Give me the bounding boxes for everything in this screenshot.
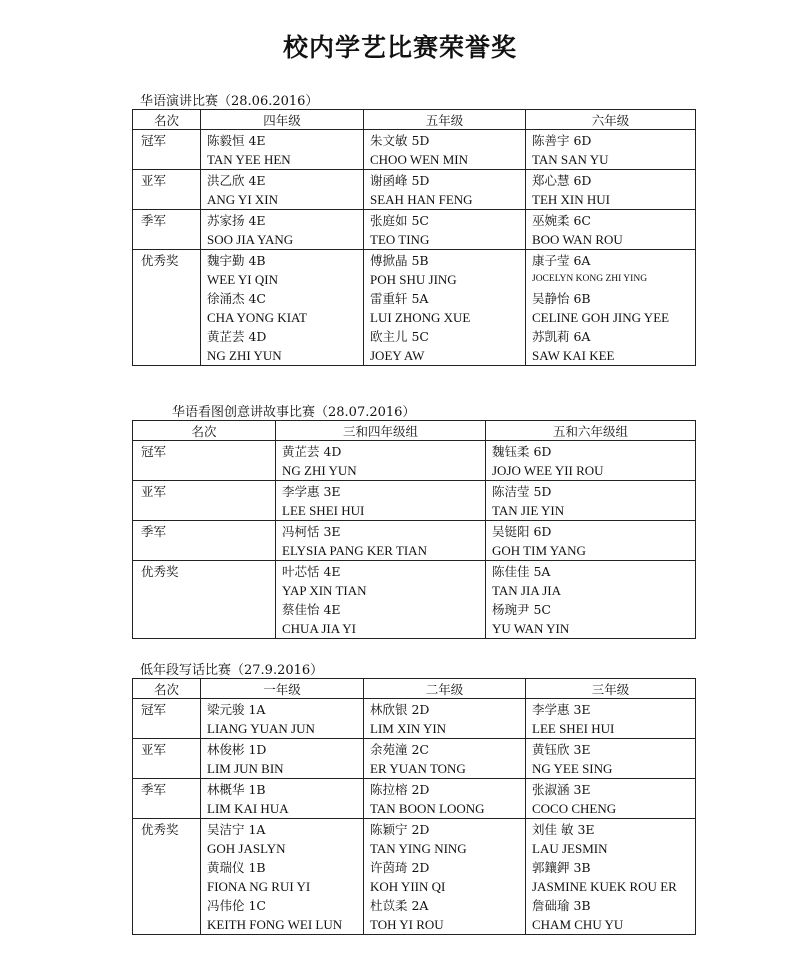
winner-chinese-name: 林俊彬 1D <box>207 742 267 757</box>
winner-english-name: JASMINE KUEK ROU ER <box>532 879 677 894</box>
winner-english-name: ER YUAN TONG <box>370 761 466 776</box>
winner-chinese-name: 洪乙欣 4E <box>207 173 266 188</box>
winner-chinese-name: 吴洁宁 1A <box>207 822 266 837</box>
winner-entry <box>492 562 689 600</box>
winner-english-name: JOEY AW <box>370 348 425 363</box>
winner-chinese-name: 陈毅恒 4E <box>207 133 266 148</box>
winner-english-name: YAP XIN TIAN <box>282 583 367 598</box>
winner-entry <box>207 171 357 209</box>
column-header-grade: 三年级 <box>526 679 696 699</box>
winner-cell <box>364 170 526 210</box>
winner-cell <box>364 819 526 935</box>
winner-entry <box>492 442 689 480</box>
winner-cell <box>526 170 696 210</box>
column-header-grade: 四年级 <box>201 110 364 130</box>
winner-english-name: CHUA JIA YI <box>282 621 356 636</box>
winner-english-name: NG ZHI YUN <box>207 348 282 363</box>
winner-cell <box>486 441 696 481</box>
column-header-grade: 一年级 <box>201 679 364 699</box>
winner-entry <box>207 289 357 327</box>
winner-entry <box>532 896 689 934</box>
winner-english-name: WEE YI QIN <box>207 272 278 287</box>
winner-chinese-name: 李学惠 3E <box>282 484 341 499</box>
winner-chinese-name: 雷重轩 5A <box>370 291 429 306</box>
winner-english-name: JOJO WEE YII ROU <box>492 463 604 478</box>
winner-entry <box>207 740 357 778</box>
winner-english-name: LIM XIN YIN <box>370 721 447 736</box>
winner-chinese-name: 吴铤阳 6D <box>492 524 552 539</box>
winner-entry <box>532 327 689 365</box>
winner-cell <box>486 561 696 639</box>
winner-entry <box>207 896 357 934</box>
winner-cell <box>526 699 696 739</box>
winner-english-name: CHA YONG KIAT <box>207 310 307 325</box>
winner-entry <box>532 131 689 169</box>
table-row <box>133 779 696 819</box>
winner-cell <box>201 819 364 935</box>
rank-label: 优秀奖 <box>133 250 201 366</box>
winner-english-name: TEO TING <box>370 232 430 247</box>
winner-chinese-name: 苏家扬 4E <box>207 213 266 228</box>
column-header-grade: 二年级 <box>364 679 526 699</box>
winner-chinese-name: 冯伟伦 1C <box>207 898 266 913</box>
table-caption-storytelling: 华语看图创意讲故事比赛（28.07.2016） <box>172 405 416 420</box>
winner-cell <box>486 521 696 561</box>
winner-cell <box>364 250 526 366</box>
winner-chinese-name: 苏凯莉 6A <box>532 329 591 344</box>
winner-cell <box>364 699 526 739</box>
rank-label: 冠军 <box>133 699 201 739</box>
table-row <box>133 481 696 521</box>
winner-entry <box>532 211 689 249</box>
table-row <box>133 521 696 561</box>
winner-cell <box>276 441 486 481</box>
winner-entry <box>207 858 357 896</box>
winner-cell <box>526 779 696 819</box>
winner-entry <box>532 780 689 818</box>
winner-cell <box>201 699 364 739</box>
winner-chinese-name: 李学惠 3E <box>532 702 591 717</box>
winner-chinese-name: 黄钰欣 3E <box>532 742 591 757</box>
winner-english-name: TOH YI ROU <box>370 917 444 932</box>
winner-entry <box>370 896 519 934</box>
column-header-rank: 名次 <box>133 110 201 130</box>
winner-entry <box>207 700 357 738</box>
winner-english-name: TAN YEE HEN <box>207 152 291 167</box>
writing-contest-table <box>132 678 696 935</box>
winner-cell <box>526 130 696 170</box>
winner-cell <box>526 819 696 935</box>
winner-chinese-name: 杨琬尹 5C <box>492 602 551 617</box>
winner-entry <box>532 251 689 289</box>
winner-chinese-name: 吴静怡 6B <box>532 291 591 306</box>
table-row <box>133 561 696 639</box>
winner-entry <box>532 289 689 327</box>
winner-entry <box>532 858 689 896</box>
winner-entry <box>370 251 519 289</box>
winner-english-name: NG YEE SING <box>532 761 613 776</box>
winner-english-name: TEH XIN HUI <box>532 192 610 207</box>
table-header-row <box>133 679 696 699</box>
winner-entry <box>282 482 479 520</box>
winner-chinese-name: 黄瑞仪 1B <box>207 860 266 875</box>
winner-entry <box>532 700 689 738</box>
winner-chinese-name: 陈洁莹 5D <box>492 484 552 499</box>
winner-cell <box>364 130 526 170</box>
winner-entry <box>207 251 357 289</box>
winner-entry <box>282 562 479 600</box>
winner-english-name: POH SHU JING <box>370 272 457 287</box>
winner-entry <box>207 820 357 858</box>
winner-chinese-name: 刘佳 敏 3E <box>532 822 595 837</box>
winner-english-name: LIM JUN BIN <box>207 761 284 776</box>
winner-english-name: LIANG YUAN JUN <box>207 721 315 736</box>
winner-english-name: TAN JIE YIN <box>492 503 565 518</box>
winner-english-name: COCO CHENG <box>532 801 617 816</box>
winner-english-name: KOH YIIN QI <box>370 879 446 894</box>
winner-entry <box>370 780 519 818</box>
table-caption-speech: 华语演讲比赛（28.06.2016） <box>140 94 319 109</box>
winner-chinese-name: 魏宇勤 4B <box>207 253 266 268</box>
winner-entry <box>370 740 519 778</box>
winner-chinese-name: 陈颖宁 2D <box>370 822 430 837</box>
winner-english-name: TAN SAN YU <box>532 152 609 167</box>
winner-chinese-name: 傅掀晶 5B <box>370 253 429 268</box>
winner-chinese-name: 蔡佳怡 4E <box>282 602 341 617</box>
rank-label: 冠军 <box>133 130 201 170</box>
winner-chinese-name: 冯柯恬 3E <box>282 524 341 539</box>
winner-cell <box>201 130 364 170</box>
winner-english-name: LEE SHEI HUI <box>532 721 615 736</box>
winner-cell <box>364 779 526 819</box>
winner-english-name: LUI ZHONG XUE <box>370 310 471 325</box>
winner-cell <box>276 481 486 521</box>
winner-english-name: BOO WAN ROU <box>532 232 623 247</box>
winner-entry <box>370 327 519 365</box>
storytelling-contest-table <box>132 420 696 639</box>
winner-chinese-name: 林欣银 2D <box>370 702 430 717</box>
column-header-grade: 五和六年级组 <box>486 421 696 441</box>
winner-english-name: KEITH FONG WEI LUN <box>207 917 343 932</box>
table-row <box>133 699 696 739</box>
winner-entry <box>370 171 519 209</box>
winner-chinese-name: 张庭如 5C <box>370 213 429 228</box>
winner-entry <box>282 600 479 638</box>
column-header-rank: 名次 <box>133 421 276 441</box>
winner-english-name: JOCELYN KONG ZHI YING <box>532 274 648 284</box>
rank-label: 季军 <box>133 521 276 561</box>
winner-cell <box>276 561 486 639</box>
winner-entry <box>532 171 689 209</box>
winner-chinese-name: 陈佳佳 5A <box>492 564 551 579</box>
winner-english-name: ANG YI XIN <box>207 192 279 207</box>
winner-english-name: CHAM CHU YU <box>532 917 624 932</box>
winner-chinese-name: 黄芷芸 4D <box>207 329 267 344</box>
winner-english-name: GOH TIM YANG <box>492 543 586 558</box>
winner-english-name: FIONA NG RUI YI <box>207 879 311 894</box>
rank-label: 亚军 <box>133 481 276 521</box>
table-row <box>133 170 696 210</box>
winner-cell <box>486 481 696 521</box>
winner-chinese-name: 梁元骏 1A <box>207 702 266 717</box>
winner-chinese-name: 谢函峰 5D <box>370 173 430 188</box>
winner-english-name: YU WAN YIN <box>492 621 570 636</box>
winner-cell <box>276 521 486 561</box>
winner-chinese-name: 郑心慧 6D <box>532 173 592 188</box>
winner-entry <box>492 600 689 638</box>
winner-entry <box>532 740 689 778</box>
table-caption-writing: 低年段写话比赛（27.9.2016） <box>140 663 324 678</box>
winner-cell <box>526 739 696 779</box>
column-header-grade: 五年级 <box>364 110 526 130</box>
rank-label: 亚军 <box>133 170 201 210</box>
winner-chinese-name: 巫婉柔 6C <box>532 213 591 228</box>
rank-label: 亚军 <box>133 739 201 779</box>
winner-english-name: CHOO WEN MIN <box>370 152 468 167</box>
table-header-row <box>133 110 696 130</box>
winner-entry <box>207 131 357 169</box>
winner-entry <box>207 327 357 365</box>
winner-english-name: LIM KAI HUA <box>207 801 289 816</box>
winner-chinese-name: 郭鑲鉀 3B <box>532 860 591 875</box>
winner-chinese-name: 詹础瑜 3B <box>532 898 591 913</box>
page-title: 校内学艺比赛荣誉奖 <box>282 33 517 62</box>
winner-entry <box>370 211 519 249</box>
winner-cell <box>364 210 526 250</box>
winner-english-name: SOO JIA YANG <box>207 232 294 247</box>
winner-chinese-name: 徐涌杰 4C <box>207 291 266 306</box>
winner-english-name: TAN BOON LOONG <box>370 801 485 816</box>
winner-chinese-name: 朱文敏 5D <box>370 133 430 148</box>
rank-label: 季军 <box>133 210 201 250</box>
rank-label: 冠军 <box>133 441 276 481</box>
winner-english-name: SEAH HAN FENG <box>370 192 473 207</box>
table-row <box>133 819 696 935</box>
winner-english-name: TAN YING NING <box>370 841 467 856</box>
winner-english-name: ELYSIA PANG KER TIAN <box>282 543 427 558</box>
rank-label: 优秀奖 <box>133 819 201 935</box>
winner-chinese-name: 叶芯恬 4E <box>282 564 341 579</box>
winner-entry <box>532 820 689 858</box>
table-row <box>133 250 696 366</box>
winner-cell <box>526 210 696 250</box>
winner-chinese-name: 许茵琦 2D <box>370 860 430 875</box>
winner-chinese-name: 黄芷芸 4D <box>282 444 342 459</box>
winner-english-name: TAN JIA JIA <box>492 583 562 598</box>
table-row <box>133 130 696 170</box>
column-header-grade: 六年级 <box>526 110 696 130</box>
winner-entry <box>370 700 519 738</box>
winner-chinese-name: 欧主儿 5C <box>370 329 429 344</box>
winner-english-name: CELINE GOH JING YEE <box>532 310 670 325</box>
winner-english-name: SAW KAI KEE <box>532 348 615 363</box>
winner-cell <box>201 210 364 250</box>
winner-entry <box>282 442 479 480</box>
winner-entry <box>282 522 479 560</box>
winner-cell <box>201 739 364 779</box>
winner-chinese-name: 余苑潼 2C <box>370 742 429 757</box>
winner-english-name: LEE SHEI HUI <box>282 503 365 518</box>
winner-english-name: GOH JASLYN <box>207 841 286 856</box>
column-header-grade: 三和四年级组 <box>276 421 486 441</box>
winner-english-name: NG ZHI YUN <box>282 463 357 478</box>
winner-chinese-name: 张淑涵 3E <box>532 782 591 797</box>
winner-entry <box>492 482 689 520</box>
winner-entry <box>370 858 519 896</box>
speech-contest-table <box>132 109 696 366</box>
table-row <box>133 739 696 779</box>
winner-chinese-name: 魏钰柔 6D <box>492 444 552 459</box>
winner-cell <box>201 779 364 819</box>
winner-entry <box>207 211 357 249</box>
winner-entry <box>492 522 689 560</box>
winner-chinese-name: 陈善宇 6D <box>532 133 592 148</box>
winner-chinese-name: 林概华 1B <box>207 782 266 797</box>
winner-chinese-name: 康子莹 6A <box>532 253 591 268</box>
table-row <box>133 210 696 250</box>
winner-cell <box>201 250 364 366</box>
winner-entry <box>370 289 519 327</box>
rank-label: 优秀奖 <box>133 561 276 639</box>
winner-entry <box>370 820 519 858</box>
column-header-rank: 名次 <box>133 679 201 699</box>
winner-cell <box>526 250 696 366</box>
winner-chinese-name: 陈拉榕 2D <box>370 782 430 797</box>
rank-label: 季军 <box>133 779 201 819</box>
winner-entry <box>207 780 357 818</box>
winner-english-name: LAU JESMIN <box>532 841 608 856</box>
winner-cell <box>201 170 364 210</box>
winner-cell <box>364 739 526 779</box>
winner-chinese-name: 杜苡柔 2A <box>370 898 429 913</box>
table-header-row <box>133 421 696 441</box>
table-row <box>133 441 696 481</box>
winner-entry <box>370 131 519 169</box>
